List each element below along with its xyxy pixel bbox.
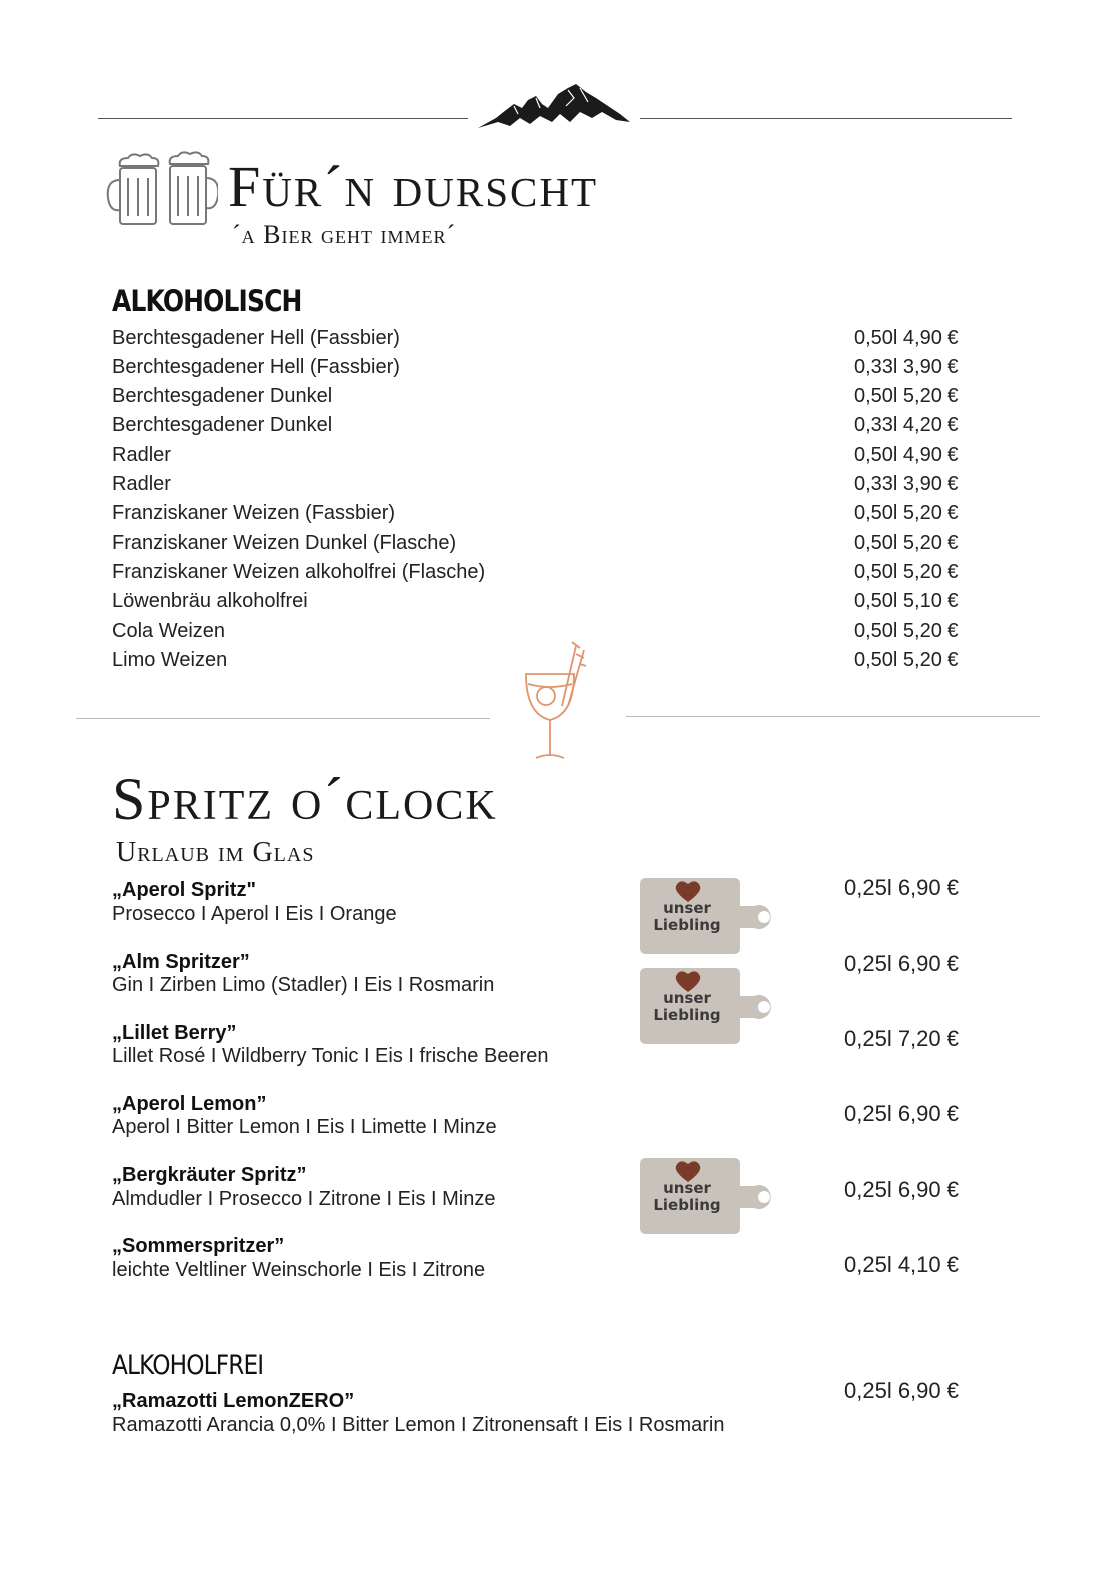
list-item — [112, 502, 982, 531]
item-name: Berchtesgadener Hell (Fassbier) — [112, 356, 400, 378]
favorite-label — [652, 900, 722, 934]
item-name: Cola Weizen — [112, 620, 226, 642]
list-item — [112, 532, 982, 561]
list-item — [112, 561, 982, 590]
item-price: 0,33l 3,90 € — [854, 356, 959, 378]
divider-left — [76, 718, 490, 719]
item-name: „Sommerspritzer” — [112, 1235, 285, 1257]
favorite-label — [652, 990, 722, 1024]
section-heading-alkoholfrei: ALKOHOLFREI — [112, 1350, 264, 1381]
item-price: 0,50l 4,90 € — [854, 444, 959, 466]
list-item — [112, 444, 982, 473]
item-name: „Aperol Lemon” — [112, 1093, 267, 1115]
list-item — [112, 414, 982, 443]
section-heading-alkoholisch: ALKOHOLISCH — [112, 284, 302, 318]
list-item — [112, 473, 982, 502]
favorite-badge — [640, 966, 780, 1046]
item-price: 0,50l 5,10 € — [854, 590, 959, 612]
item-price: 0,25l 4,10 € — [844, 1252, 959, 1277]
item-name: Radler — [112, 473, 171, 495]
item-price: 0,50l 5,20 € — [854, 532, 959, 554]
item-price: 0,25l 6,90 € — [844, 1101, 959, 1126]
item-name: Löwenbräu alkoholfrei — [112, 590, 308, 612]
spritz-glass-icon — [518, 640, 610, 766]
section-title-spritz: Spritz o´clock — [112, 766, 498, 832]
item-description: Aperol I Bitter Lemon I Eis I Limette I Minze — [112, 1116, 497, 1138]
list-item — [112, 327, 982, 356]
item-name: „Bergkräuter Spritz” — [112, 1164, 307, 1186]
item-description: Prosecco I Aperol I Eis I Orange — [112, 903, 397, 925]
list-item — [112, 590, 982, 619]
item-description: Almdudler I Prosecco I Zitrone I Eis I Minze — [112, 1188, 496, 1210]
item-name: Berchtesgadener Dunkel — [112, 385, 333, 407]
top-rule-right — [640, 118, 1012, 119]
favorite-label-line1: unser — [663, 1179, 711, 1197]
item-price: 0,50l 4,90 € — [854, 327, 959, 349]
item-name: „Aperol Spritz" — [112, 879, 256, 901]
item-price: 0,50l 5,20 € — [854, 502, 959, 524]
top-rule-left — [98, 118, 468, 119]
mountain-icon — [476, 82, 632, 132]
beer-mugs-icon — [106, 150, 218, 232]
page-title: Für´n durscht — [228, 154, 599, 219]
item-price: 0,25l 6,90 € — [844, 1378, 959, 1403]
favorite-label-line2: Liebling — [653, 1196, 721, 1214]
favorite-label-line1: unser — [663, 899, 711, 917]
item-price: 0,25l 6,90 € — [844, 875, 959, 900]
item-name: Franziskaner Weizen Dunkel (Flasche) — [112, 532, 457, 554]
item-name: „Alm Spritzer” — [112, 951, 250, 973]
item-name: „Ramazotti LemonZERO” — [112, 1390, 355, 1412]
item-name: Franziskaner Weizen (Fassbier) — [112, 502, 396, 524]
page-subtitle: ´a Bier geht immer´ — [232, 220, 457, 249]
item-description: Ramazotti Arancia 0,0% I Bitter Lemon I Zitronensaft I Eis I Rosmarin — [112, 1414, 725, 1436]
item-description: leichte Veltliner Weinschorle I Eis I Zitrone — [112, 1259, 486, 1281]
item-price: 0,25l 6,90 € — [844, 1177, 959, 1202]
favorite-label — [652, 1180, 722, 1214]
favorite-label-line1: unser — [663, 989, 711, 1007]
favorite-badge — [640, 1156, 780, 1236]
divider-right — [626, 716, 1040, 717]
item-price: 0,50l 5,20 € — [854, 385, 959, 407]
list-item — [112, 356, 982, 385]
item-name: Berchtesgadener Dunkel — [112, 414, 333, 436]
item-description: Lillet Rosé I Wildberry Tonic I Eis I frische Beeren — [112, 1045, 549, 1067]
favorite-label-line2: Liebling — [653, 916, 721, 934]
item-price: 0,50l 5,20 € — [854, 649, 959, 671]
item-price: 0,25l 7,20 € — [844, 1026, 959, 1051]
favorite-badge — [640, 876, 780, 956]
item-name: Radler — [112, 444, 171, 466]
item-description: Gin I Zirben Limo (Stadler) I Eis I Rosmarin — [112, 974, 495, 996]
item-price: 0,25l 6,90 € — [844, 951, 959, 976]
section-subtitle-spritz: Urlaub im Glas — [116, 837, 315, 868]
item-name: Limo Weizen — [112, 649, 228, 671]
item-price: 0,50l 5,20 € — [854, 620, 959, 642]
item-name: Franziskaner Weizen alkoholfrei (Flasche) — [112, 561, 486, 583]
item-price: 0,50l 5,20 € — [854, 561, 959, 583]
item-name: „Lillet Berry” — [112, 1022, 237, 1044]
favorite-label-line2: Liebling — [653, 1006, 721, 1024]
item-price: 0,33l 4,20 € — [854, 414, 959, 436]
item-price: 0,33l 3,90 € — [854, 473, 959, 495]
list-item — [112, 385, 982, 414]
item-name: Berchtesgadener Hell (Fassbier) — [112, 327, 400, 349]
